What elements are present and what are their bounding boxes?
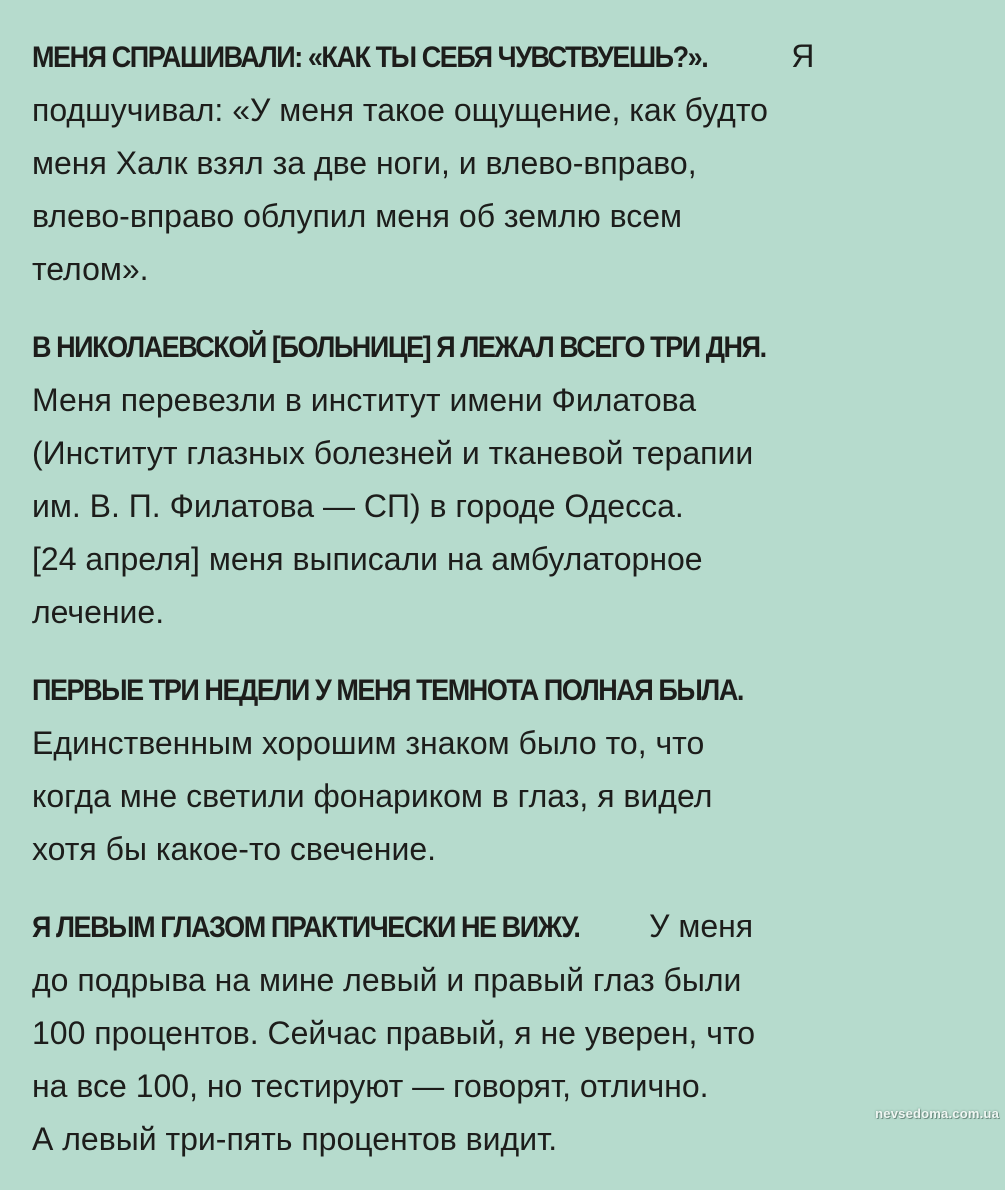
paragraph-4 [32,900,977,1166]
paragraph-4-text-4: на все 100, но тестируют — говорят, отлично. [32,1068,709,1104]
paragraph-1-line-1 [32,30,977,84]
paragraph-1-lead: МЕНЯ СПРАШИВАЛИ: «КАК ТЫ СЕБЯ ЧУВСТВУЕШЬ?». [32,41,708,74]
paragraph-2 [32,320,977,639]
paragraph-2-text-5: лечение. [32,594,165,630]
paragraph-2-text-4: [24 апреля] меня выписали на амбулаторное [32,541,703,577]
paragraph-4-text-3: 100 процентов. Сейчас правый, я не уверен, что [32,1015,756,1051]
paragraph-4-text-1: У меня [640,908,754,944]
watermark: nevsedoma.com.ua [875,1106,999,1121]
paragraph-3-text-2: когда мне светили фонариком в глаз, я видел [32,778,713,814]
paragraph-3-text-3: хотя бы какое-то свечение. [32,831,436,867]
paragraph-3-lead-line [32,663,977,717]
paragraph-1-text-2: подшучивал: «У меня такое ощущение, как будто [32,92,768,128]
paragraph-4-line-1 [32,900,977,954]
paragraph-4-text-2: до подрыва на мине левый и правый глаз были [32,962,742,998]
paragraph-4-text-5: А левый три-пять процентов видит. [32,1121,558,1157]
paragraph-3-text-1: Единственным хорошим знаком было то, что [32,725,705,761]
paragraph-1 [32,30,977,296]
paragraph-1-text-1: Я [782,38,815,74]
paragraph-3 [32,663,977,876]
article-body [32,30,977,1190]
paragraph-2-text-1: Меня перевезли в институт имени Филатова [32,382,697,418]
paragraph-2-lead-line [32,320,977,374]
paragraph-1-text-5: телом». [32,251,149,287]
paragraph-4-lead: Я ЛЕВЫМ ГЛАЗОМ ПРАКТИЧЕСКИ НЕ ВИЖУ. [32,911,580,944]
paragraph-2-text-2: (Институт глазных болезней и тканевой терапии [32,435,754,471]
paragraph-2-lead: В НИКОЛАЕВСКОЙ [БОЛЬНИЦЕ] Я ЛЕЖАЛ ВСЕГО ТРИ ДНЯ. [32,331,766,364]
paragraph-2-text-3: им. В. П. Филатова — СП) в городе Одесса. [32,488,684,524]
paragraph-3-lead: ПЕРВЫЕ ТРИ НЕДЕЛИ У МЕНЯ ТЕМНОТА ПОЛНАЯ БЫЛА. [32,674,743,707]
paragraph-1-text-3: меня Халк взял за две ноги, и влево-вправо, [32,145,697,181]
paragraph-1-text-4: влево-вправо облупил меня об землю всем [32,198,683,234]
